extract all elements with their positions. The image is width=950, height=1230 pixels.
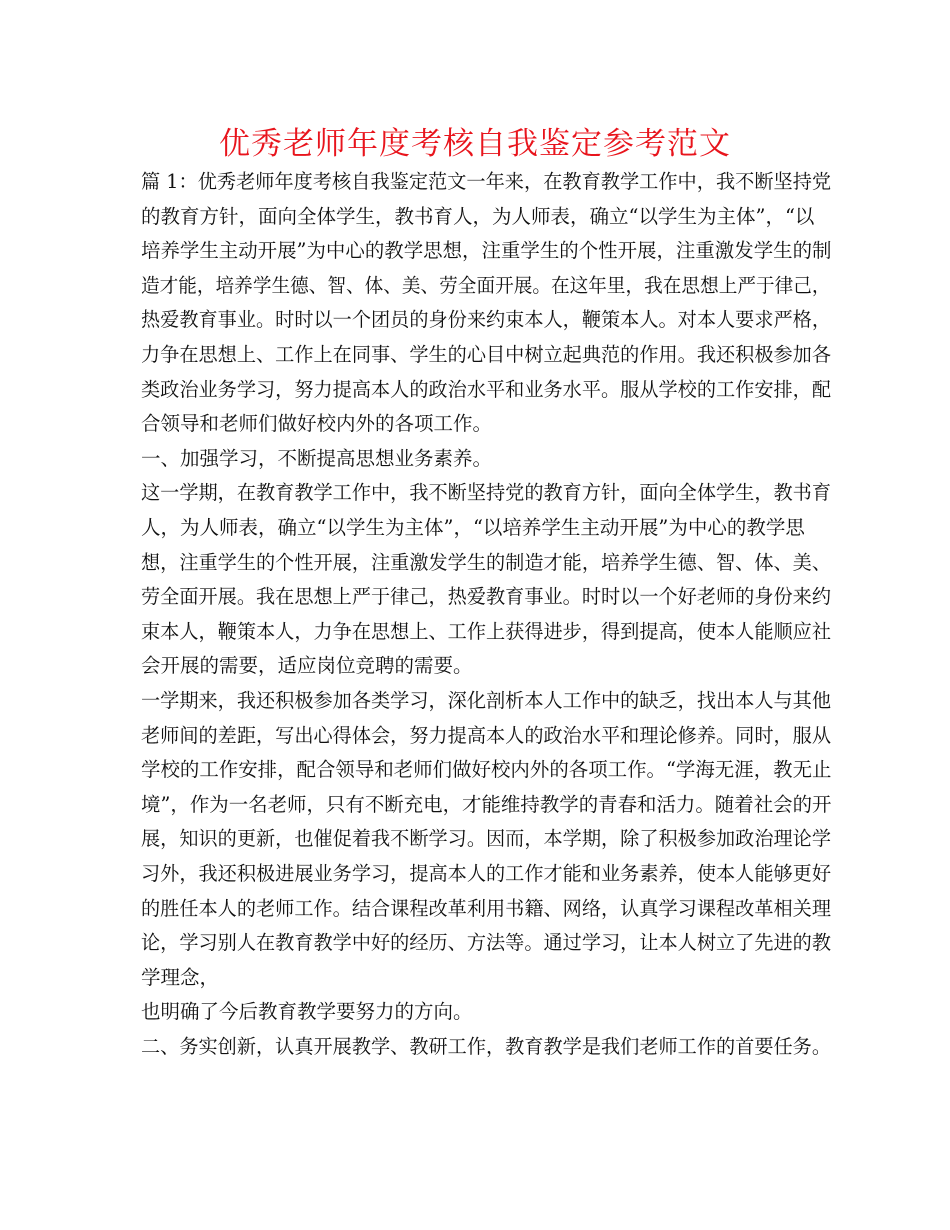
text-line: 展，知识的更新，也催促着我不断学习。因而，本学期，除了积极参加政治理论学	[141, 827, 832, 851]
text-line: 热爱教育事业。时时以一个团员的身份来约束本人，鞭策本人。对本人要求严格，	[141, 308, 832, 332]
text-line: 人，为人师表，确立“以学生为主体”，“以培养学生主动开展”为中心的教学思	[141, 516, 805, 539]
text-line: 也明确了今后教育教学要努力的方向。	[141, 1000, 473, 1024]
text-line: 学校的工作安排，配合领导和老师们做好校内外的各项工作。“学海无涯，教无止	[141, 758, 832, 782]
text-line: 培养学生主动开展”为中心的教学思想，注重学生的个性开展，注重激发学生的制	[141, 239, 832, 263]
text-line: 束本人，鞭策本人，力争在思想上、工作上获得进步，得到提高，使本人能顺应社	[141, 619, 832, 643]
page-title: 优秀老师年度考核自我鉴定参考范文	[219, 126, 731, 162]
text-line: 合领导和老师们做好校内外的各项工作。	[141, 412, 493, 436]
text-line: 类政治业务学习，努力提高本人的政治水平和业务水平。服从学校的工作安排，配	[141, 377, 832, 401]
text-line: 会开展的需要，适应岗位竞聘的需要。	[141, 654, 473, 678]
text-line: 力争在思想上、工作上在同事、学生的心目中树立起典范的作用。我还积极参加各	[141, 343, 832, 366]
text-line: 的胜任本人的老师工作。结合课程改革利用书籍、网络，认真学习课程改革相关理	[141, 896, 832, 920]
text-line: 老师间的差距，写出心得体会，努力提高本人的政治水平和理论修养。同时，服从	[141, 723, 832, 747]
text-line: 劳全面开展。我在思想上严于律己，热爱教育事业。时时以一个好老师的身份来约	[141, 585, 832, 609]
text-line: 篇 1：优秀老师年度考核自我鉴定范文一年来，在教育教学工作中，我不断坚持党	[141, 170, 832, 193]
text-line: 境”，作为一名老师，只有不断充电，才能维持教学的青春和活力。随着社会的开	[141, 792, 832, 816]
text-line: 一学期来，我还积极参加各类学习，深化剖析本人工作中的缺乏，找出本人与其他	[141, 689, 832, 712]
text-line: 习外，我还积极进展业务学习，提高本人的工作才能和业务素养，使本人能够更好	[141, 862, 832, 885]
text-line: 二、务实创新，认真开展教学、教研工作，教育教学是我们老师工作的首要任务。	[141, 1035, 832, 1058]
text-line: 论，学习别人在教育教学中好的经历、方法等。通过学习，让本人树立了先进的教	[141, 931, 832, 955]
text-line: 一、加强学习，不断提高思想业务素养。	[141, 446, 493, 470]
text-line: 造才能，培养学生德、智、体、美、劳全面开展。在这年里，我在思想上严于律己，	[141, 273, 831, 297]
text-line: 这一学期，在教育教学工作中，我不断坚持党的教育方针，面向全体学生，教书育	[141, 481, 832, 505]
text-line: 的教育方针，面向全体学生，教书育人，为人师表，确立“以学生为主体”，“以	[141, 204, 815, 228]
text-line: 学理念，	[141, 965, 220, 989]
text-line: 想，注重学生的个性开展，注重激发学生的制造才能，培养学生德、智、体、美、	[141, 550, 832, 574]
